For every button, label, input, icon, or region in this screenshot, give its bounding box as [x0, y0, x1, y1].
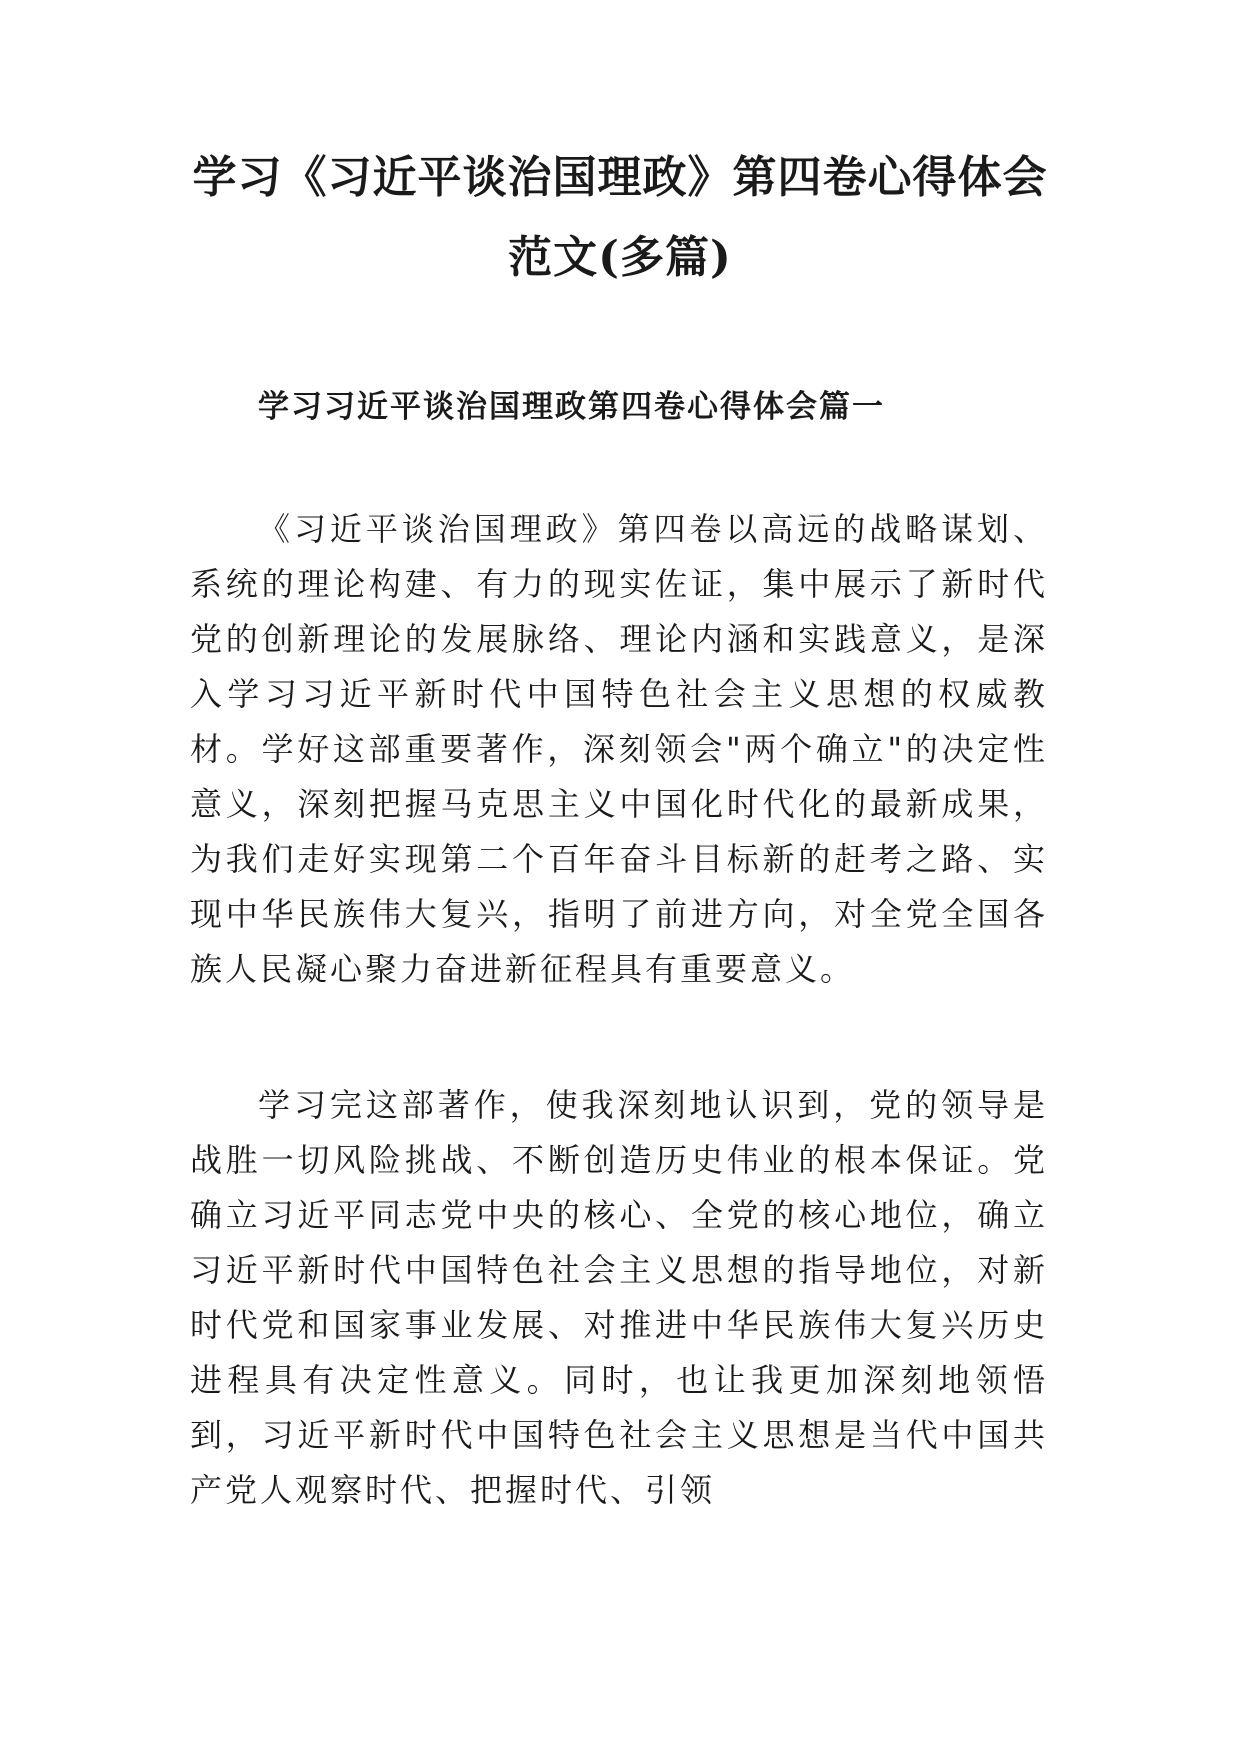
section-heading: 学习习近平谈治国理政第四卷心得体会篇一	[258, 389, 885, 425]
body-paragraph-2: 学习完这部著作，使我深刻地认识到，党的领导是战胜一切风险挑战、不断创造历史伟业的根本保证。党确立习近平同志党中央的核心、全党的核心地位，确立习近平新时代中国特色社会主义思想的指导地位，对新时代党和国家事业发展、对推进中华民族伟大复兴历史进程具有决定性意义。同时，也让我更加深刻地领悟到，习近平新时代中国特色社会主义思想是当代中国共产党人观察时代、把握时代、引领	[190, 1086, 1048, 1509]
document-title-line-1: 学习《习近平谈治国理政》第四卷心得体会	[192, 152, 1048, 203]
document-title-line-2: 范文(多篇)	[508, 232, 732, 283]
body-paragraph-1: 《习近平谈治国理政》第四卷以高远的战略谋划、系统的理论构建、有力的现实佐证，集中展示了新时代党的创新理论的发展脉络、理论内涵和实践意义，是深入学习习近平新时代中国特色社会主义思想的权威教材。学好这部重要著作，深刻领会"两个确立"的决定性意义，深刻把握马克思主义中国化时代化的最新成果，为我们走好实现第二个百年奋斗目标新的赶考之路、实现中华民族伟大复兴，指明了前进方向，对全党全国各族人民凝心聚力奋进新征程具有重要意义。	[190, 510, 1048, 988]
document-title	[150, 138, 1090, 298]
